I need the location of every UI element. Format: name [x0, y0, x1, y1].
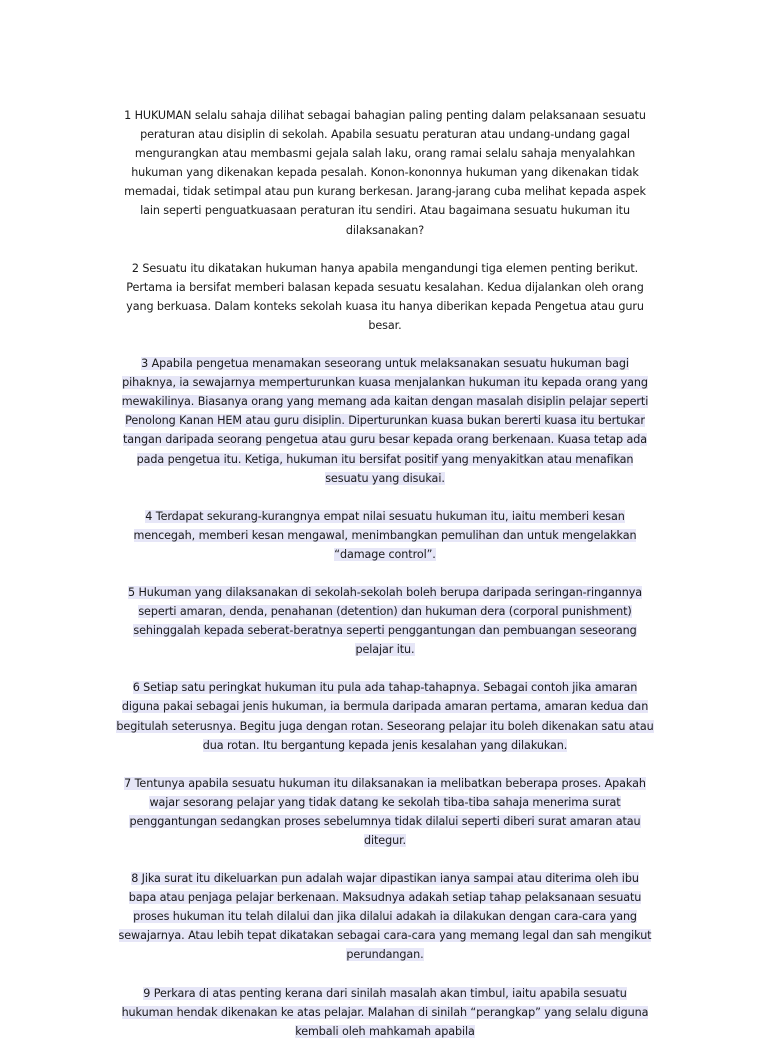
paragraph-2 — [116, 259, 654, 335]
paragraph-text: 4 Terdapat sekurang-kurangnya empat nilai sesuatu hukuman itu, iaitu memberi kesan mencegah, memberi kesan mengawal, menimbangkan pemulihan dan untuk mengelakkan “damage control”. — [133, 509, 637, 561]
paragraph-1 — [116, 106, 654, 240]
paragraph-text: 3 Apabila pengetua menamakan seseorang untuk melaksanakan sesuatu hukuman bagi pihaknya, ia sewajarnya memperturunkan kuasa menjalankan hukuman itu kepada orang yang mewakilinya. Biasanya orang yang memang ada kaitan dengan masalah disiplin pelajar seperti Penolong Kanan HEM atau guru disiplin. Diperturunkan kuasa bukan bererti kuasa itu bertukar tangan daripada seorang pengetua atau guru besar kepada orang berkenaan. Kuasa tetap ada pada pengetua itu. Ketiga, hukuman itu bersifat positif yang menyakitkan atau menafikan sesuatu yang disukai. — [121, 357, 649, 485]
paragraph-9 — [116, 984, 654, 1041]
paragraph-text: 6 Setiap satu peringkat hukuman itu pula ada tahap-tahapnya. Sebagai contoh jika amaran diguna pakai sebagai jenis hukuman, ia bermula daripada amaran pertama, amaran kedua dan begitulah seterusnya. Begitu juga dengan rotan. Seseorang pelajar itu boleh dikenakan satu atau dua rotan. Itu bergantung kepada jenis kesalahan yang dilakukan. — [116, 681, 654, 752]
paragraph-4 — [116, 507, 654, 564]
paragraph-7 — [116, 774, 654, 850]
paragraph-text: 8 Jika surat itu dikeluarkan pun adalah wajar dipastikan ianya sampai atau diterima oleh ibu bapa atau penjaga pelajar berkenaan. Maksudnya adakah setiap tahap pelaksanaan sesuatu proses hukuman itu telah dilalui dan jika dilalui adakah ia dilakukan dengan cara-cara yang sewajarnya. Atau lebih tepat dikatakan sebagai cara-cara yang memang legal dan sah mengikut perundangan. — [118, 872, 652, 962]
paragraph-text: 1 HUKUMAN selalu sahaja dilihat sebagai bahagian paling penting dalam pelaksanaan sesuatu peraturan atau disiplin di sekolah. Apabila sesuatu peraturan atau undang-undang gagal mengurangkan atau membasmi gejala salah laku, orang ramai selalu sahaja menyalahkan hukuman yang dikenakan kepada pesalah. Konon-kononnya hukuman yang dikenakan tidak memadai, tidak setimpal atau pun kurang berkesan. Jarang-jarang cuba melihat kepada aspek lain seperti penguatkuasaan peraturan itu sendiri. Atau bagaimana sesuatu hukuman itu dilaksanakan? — [124, 109, 646, 237]
paragraph-text: 2 Sesuatu itu dikatakan hukuman hanya apabila mengandungi tiga elemen penting berikut. Pertama ia bersifat memberi balasan kepada sesuatu kesalahan. Kedua dijalankan oleh orang yang berkuasa. Dalam konteks sekolah kuasa itu hanya diberikan kepada Pengetua atau guru besar. — [126, 261, 644, 332]
paragraph-text: 7 Tentunya apabila sesuatu hukuman itu dilaksanakan ia melibatkan beberapa proses. Apakah wajar sesorang pelajar yang tidak datang ke sekolah tiba-tiba sahaja menerima surat penggantungan sedangkan proses sebelumnya tidak dilalui seperti diberi surat amaran atau ditegur. — [124, 776, 646, 847]
paragraph-text: 9 Perkara di atas penting kerana dari sinilah masalah akan timbul, iaitu apabila sesuatu hukuman hendak dikenakan ke atas pelajar. Malahan di sinilah “perangkap” yang selalu diguna kembali oleh mahkamah apabila — [121, 986, 649, 1038]
paragraph-5 — [116, 583, 654, 659]
paragraph-text: 5 Hukuman yang dilaksanakan di sekolah-sekolah boleh berupa daripada seringan-ringannya seperti amaran, denda, penahanan (detention) dan hukuman dera (corporal punishment) sehinggalah kepada seberat-beratnya seperti penggantungan dan pembuangan seseorang pelajar itu. — [127, 585, 643, 657]
paragraph-8 — [116, 869, 654, 964]
paragraph-6 — [116, 678, 654, 754]
document-body — [116, 106, 654, 1060]
paragraph-3 — [116, 354, 654, 488]
